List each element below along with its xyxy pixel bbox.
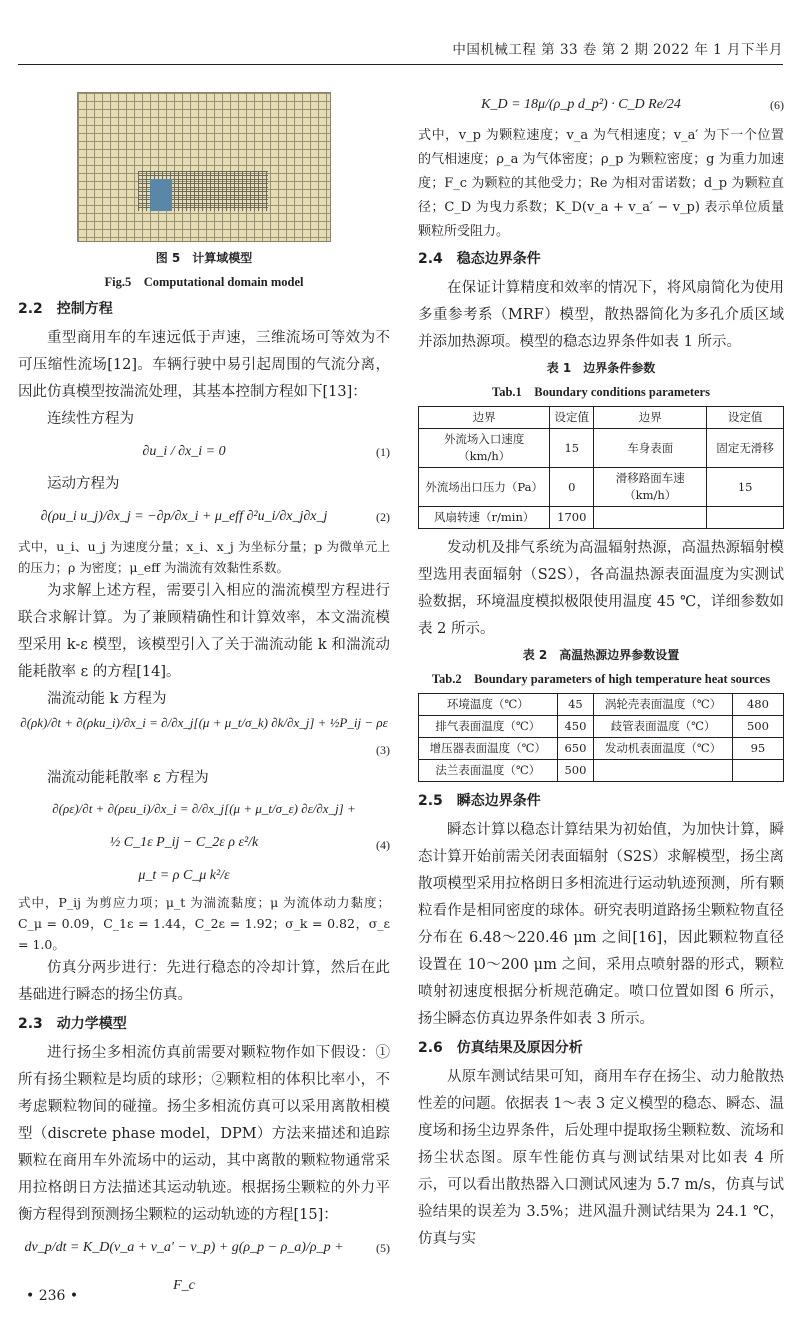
journal-header: 中国机械工程 第 33 卷 第 2 期 2022 年 1 月下半月: [452, 42, 783, 58]
equation-3: [18, 713, 390, 765]
table-cell: 排气表面温度（℃）: [419, 716, 558, 738]
equation-6: [418, 86, 784, 124]
table-cell: 0: [550, 468, 594, 507]
vehicle-model: [150, 179, 172, 211]
paragraph: 瞬态计算以稳态计算结果为初始值，为加快计算，瞬态计算开始前需关闭表面辐射（S2S）求解模型，扬尘离散项模型采用拉格朗日多相流进行运动轨迹预测，所有颗粒看作是相同密度的球体。研究表明道路扬尘颗粒物直径分布在 6.48～220.46 μm 之间[16]，因此颗粒物直径设置在 10～200 μm 之间，采用点喷射器的形式，颗粒喷射初速度根据分析规范确定。喷口位置如图 6 所示，扬尘瞬态仿真边界条件如表 3 所示。: [418, 822, 784, 1027]
equation-number: (1): [376, 445, 390, 459]
table-cell: 外流场入口速度（km/h）: [419, 429, 550, 468]
equation-note: 式中，P_ij 为剪应力项；μ_t 为湍流黏度；μ 为流体动力黏度；C_μ = 0.09，C_1ε = 1.44，C_2ε = 1.92；σ_k = 0.82，σ_ε = 1.0。: [18, 895, 390, 952]
table-row: [419, 407, 784, 429]
equation-body: dv_p/dt = K_D(v_a + v_a′ − v_p) + g(ρ_p − ρ_a)/ρ_p + F_c: [24, 1240, 344, 1293]
table-cell: 发动机表面温度（℃）: [594, 738, 733, 760]
table2-caption-en: Tab.2 Boundary parameters of high temperature heat sources: [431, 672, 771, 686]
table-cell: 500: [557, 760, 594, 782]
table-cell: 15: [707, 468, 784, 507]
table-cell: 涡轮壳表面温度（℃）: [594, 694, 733, 716]
table-cell: 固定无滑移: [707, 429, 784, 468]
table2-caption-cn: 表 2 高温热源边界参数设置: [522, 648, 680, 662]
header-rule: [18, 64, 783, 65]
table-cell: 外流场出口压力（Pa）: [419, 468, 550, 507]
table-cell: 边界: [419, 407, 550, 429]
table-cell: 车身表面: [594, 429, 707, 468]
table-cell: 45: [557, 694, 594, 716]
section-2-5-title: 2.5 瞬态边界条件: [418, 793, 541, 809]
equation-body: ∂u_i / ∂x_i = 0: [142, 444, 226, 459]
table-cell: 设定值: [707, 407, 784, 429]
figure5-caption-en: Fig.5 Computational domain model: [104, 275, 304, 289]
table-row: [419, 468, 784, 507]
table-cell: [732, 760, 783, 782]
section-2-2-title: 2.2 控制方程: [18, 301, 113, 317]
section-2-6-title: 2.6 仿真结果及原因分析: [418, 1040, 583, 1056]
equation-number: (3): [376, 743, 390, 757]
table-cell: 法兰表面温度（℃）: [419, 760, 558, 782]
table-cell: 15: [550, 429, 594, 468]
table-row: [419, 429, 784, 468]
equation-body: ∂(ρk)/∂t + ∂(ρku_i)/∂x_i = ∂/∂x_j[(μ + μ_t/σ_k) ∂k/∂x_j] + ½P_ij − ρε: [20, 715, 388, 730]
equation-5: [18, 1229, 390, 1293]
table-cell: [594, 507, 707, 529]
computational-domain-figure: [77, 92, 331, 242]
table-row: [419, 760, 784, 782]
table-cell: 环境温度（℃）: [419, 694, 558, 716]
paragraph: 为求解上述方程，需要引入相应的湍流模型方程进行联合求解计算。为了兼顾精确性和计算效率，本文湍流模型采用 k-ε 模型，该模型引入了关于湍流动能 k 和湍流动能耗散率 ε 的方程[14]。: [18, 583, 390, 680]
table-cell: [594, 760, 733, 782]
table-cell: 500: [732, 716, 783, 738]
equation-label: 湍流动能耗散率 ε 方程为: [47, 770, 209, 786]
equation-body: K_D = 18μ/(ρ_p d_p²) · C_D Re/24: [481, 97, 681, 112]
equation-body: ∂(ρu_i u_j)/∂x_j = −∂p/∂x_i + μ_eff ∂²u_i/∂x_j∂x_j: [40, 509, 328, 524]
table-cell: 650: [557, 738, 594, 760]
table-cell: 歧管表面温度（℃）: [594, 716, 733, 738]
paragraph: 重型商用车的车速远低于声速，三维流场可等效为不可压缩性流场[12]。车辆行驶中易引起周围的气流分离，因此仿真模型按湍流处理，其基本控制方程如下[13]：: [18, 330, 390, 400]
table-row: [419, 507, 784, 529]
figure5-caption-cn: 图 5 计算域模型: [155, 251, 253, 265]
equation-label: 运动方程为: [47, 476, 120, 492]
table-cell: 风扇转速（r/min）: [419, 507, 550, 529]
table-row: [419, 738, 784, 760]
right-column: [418, 86, 784, 1253]
paragraph: 从原车测试结果可知，商用车存在扬尘、动力舱散热性差的问题。依据表 1～表 3 定义模型的稳态、瞬态、温度场和扬尘边界条件，后处理中提取扬尘颗粒数、流场和扬尘状态图。原车性能仿真与测试结果对比如表 4 所示，可以看出散热器入口测试风速为 5.7 m/s，仿真与试验结果的误差为 3.5%；进风温升测试结果为 24.1 ℃，仿真与实: [418, 1069, 784, 1247]
equation-1: [18, 433, 390, 471]
table-cell: 增压器表面温度（℃）: [419, 738, 558, 760]
page-number: • 236 •: [26, 1288, 79, 1304]
left-column: [18, 80, 390, 1293]
equation-number: (2): [376, 510, 390, 524]
table-cell: 95: [732, 738, 783, 760]
equation-number: (4): [376, 838, 390, 852]
table1-caption-en: Tab.1 Boundary conditions parameters: [492, 385, 710, 399]
paragraph: 仿真分两步进行：先进行稳态的冷却计算，然后在此基础进行瞬态的扬尘仿真。: [18, 960, 390, 1003]
table-cell: 480: [732, 694, 783, 716]
table-cell: 滑移路面车速（km/h）: [594, 468, 707, 507]
boundary-conditions-table: [418, 406, 784, 529]
table-row: [419, 716, 784, 738]
paragraph: 发动机及排气系统为高温辐射热源，高温热源辐射模型选用表面辐射（S2S），各高温热源表面温度为实测试验数据，环境温度模拟极限使用温度 45 ℃，详细参数如表 2 所示。: [418, 540, 784, 637]
running-header: [0, 32, 801, 58]
equation-note: 式中，u_i、u_j 为速度分量；x_i、x_j 为坐标分量；p 为微单元上的压力；ρ 为密度；μ_eff 为湍流有效黏性系数。: [18, 539, 390, 575]
equation-label: 连续性方程为: [47, 411, 134, 427]
paragraph: 在保证计算精度和效率的情况下，将风扇简化为使用多重参考系（MRF）模型，散热器简化为多孔介质区域并添加热源项。模型的稳态边界条件如表 1 所示。: [418, 280, 784, 350]
table-cell: 1700: [550, 507, 594, 529]
table-cell: 450: [557, 716, 594, 738]
section-2-3-title: 2.3 动力学模型: [18, 1016, 127, 1032]
equation-note: 式中，v_p 为颗粒速度；v_a 为气相速度；v_a′ 为下一个位置的气相速度；ρ_a 为气体密度；ρ_p 为颗粒密度；g 为重力加速度；F_c 为颗粒的其他受力；Re 为相对雷诺数；d_p 为颗粒直径；C_D 为曳力系数；K_D(v_a + v_a′ − v_p) 表示单位质量颗粒所受阻力。: [418, 128, 784, 239]
equation-label: 湍流动能 k 方程为: [47, 691, 167, 707]
equation-4: [18, 792, 390, 892]
equation-body: ∂(ρε)/∂t + ∂(ρεu_i)/∂x_i = ∂/∂x_j[(μ + μ_t/σ_ε) ∂ε/∂x_j] +: [52, 801, 356, 816]
equation-2: [18, 498, 390, 536]
equation-number: (5): [376, 1241, 390, 1255]
table-row: [419, 694, 784, 716]
equation-body: μ_t = ρ C_μ k²/ε: [138, 868, 230, 883]
paragraph: 进行扬尘多相流仿真前需要对颗粒物作如下假设：①所有扬尘颗粒是均质的球形；②颗粒相的体积比率小，不考虑颗粒物间的碰撞。扬尘多相流仿真可以采用离散相模型（discrete phase model，DPM）方法来描述和追踪颗粒在商用车外流场中的运动，其中离散的颗粒物通常采用拉格朗日方法描述其运动轨迹。根据扬尘颗粒的外力平衡方程得到预测扬尘颗粒的运动轨迹的方程[15]：: [18, 1045, 390, 1223]
heat-source-table: [418, 693, 784, 782]
equation-number: (6): [770, 98, 784, 112]
section-2-4-title: 2.4 稳态边界条件: [418, 251, 541, 267]
equation-body: ½ C_1ε P_ij − C_2ε ρ ε²/k: [109, 835, 259, 850]
table-cell: [707, 507, 784, 529]
table-cell: 边界: [594, 407, 707, 429]
table1-caption-cn: 表 1 边界条件参数: [546, 361, 656, 375]
table-cell: 设定值: [550, 407, 594, 429]
